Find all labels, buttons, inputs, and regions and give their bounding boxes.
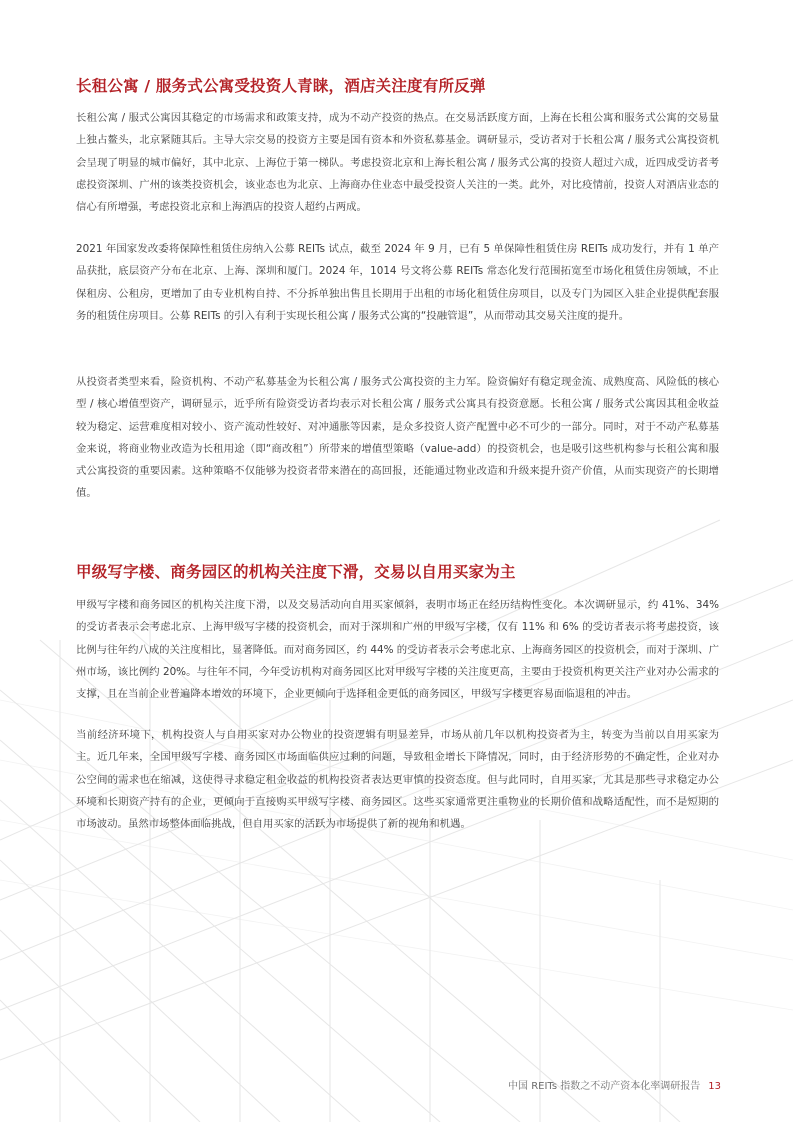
paragraph-rental-market-overview: 长租公寓 / 服式公寓因其稳定的市场需求和政策支持，成为不动产投资的热点。在交易活跃度方面，上海在长租公寓和服务式公寓的交易量上独占鳌头，北京紧随其后。主导大宗交易的投资方主要是国有资本和外资私募基金。调研显示，受访者对于长租公寓 / 服务式公寓投资机会呈现了明显的城市偏好，其中北京、上海位于第一梯队。考虑投资北京和上海长租公寓 / 服务式公寓的投资人超过六成，近四成受访者考虑投资深圳、广州的该类投资机会，该业态也为北京、上海商办住业态中最受投资人关注的一类。此外，对比疫情前，投资人对酒店业态的信心有所增强，考虑投资北京和上海酒店的投资人超约占两成。 — [76, 112, 719, 214]
section-heading-rental-apartments: 长租公寓 / 服务式公寓受投资人青睐，酒店关注度有所反弹 — [76, 77, 486, 95]
paragraph-reits-policy: 2021 年国家发改委将保障性租赁住房纳入公募 REITs 试点，截至 2024 年 9 月，已有 5 单保障性租赁住房 REITs 成功发行，并有 1 单产品获批，底层资产分布在北京、上海、深圳和厦门。2024 年，1014 号文将公募 REITs 常态化发行范围拓宽至市场化租赁住房领域，不止保租房、公租房，更增加了由专业机构自持、不分拆单独出售且长期用于出租的市场化租赁住房项目，以及专门为园区入驻企业提供配套服务的租赁住房项目。公募 REITs 的引入有利于实现长租公寓 / 服务式公寓的“投融管退”，从而带动其交易关注度的提升。 — [76, 243, 719, 322]
paragraph-investor-types: 从投资者类型来看，险资机构、不动产私募基金为长租公寓 / 服务式公寓投资的主力军。险资偏好有稳定现金流、成熟度高、风险低的核心型 / 核心增值型资产，调研显示，近乎所有险资受访者均表示对长租公寓 / 服务式公寓具有投资意愿。长租公寓 / 服务式公寓因其租金收益较为稳定、运营难度相对较小、资产流动性较好、对冲通胀等因素，是众多投资人资产配置中必不可少的一部分。同时，对于不动产私募基金来说，将商业物业改造为长租用途（即“商改租”）所带来的增值型策略（value-add）的投资机会，也是吸引这些机构参与长租公寓和服式公寓投资的重要因素。这种策略不仅能够为投资者带来潜在的高回报，还能通过物业改造和升级来提升资产价值，从而实现资产的长期增值。 — [76, 376, 719, 500]
page-footer — [508, 1077, 721, 1092]
report-title: 中国 REITs 指数之不动产资本化率调研报告 — [508, 1081, 701, 1092]
paragraph-office-survey: 甲级写字楼和商务园区的机构关注度下滑，以及交易活动向自用买家倾斜，表明市场正在经历结构性变化。本次调研显示，约 41%、34% 的受访者表示会考虑北京、上海甲级写字楼的投资机会，而对于深圳和广州的甲级写字楼，仅有 11% 和 6% 的受访者表示将考虑投资，该比例与往年约八成的关注度相比，显著降低。而对商务园区，约 44% 的受访者表示会考虑北京、上海商务园区的投资机会，而对于深圳、广州市场，该比例约 20%。与往年不同，今年受访机构对商务园区比对甲级写字楼的关注度更高，主要由于投资机构更关注产业对办公需求的支撑，且在当前企业普遍降本增效的环境下，企业更倾向于选择租金更低的商务园区，甲级写字楼更容易面临退租的冲击。 — [76, 599, 719, 701]
page-number: 13 — [708, 1081, 721, 1092]
paragraph-owner-occupier-buyers: 当前经济环境下，机构投资人与自用买家对办公物业的投资逻辑有明显差异，市场从前几年以机构投资者为主，转变为当前以自用买家为主。近几年来，全国甲级写字楼、商务园区市场面临供应过剩的问题，导致租金增长下降情况，同时，由于经济形势的不确定性，企业对办公空间的需求也在缩减，这使得寻求稳定租金收益的机构投资者表达更审慎的投资态度。但与此同时，自用买家，尤其是那些寻求稳定办公环境和长期资产持有的企业，更倾向于直接购买甲级写字楼、商务园区。这些买家通常更注重物业的长期价值和战略适配性，而不是短期的市场波动。虽然市场整体面临挑战，但自用买家的活跃为市场提供了新的视角和机遇。 — [76, 729, 719, 831]
section-heading-office-parks: 甲级写字楼、商务园区的机构关注度下滑，交易以自用买家为主 — [76, 563, 516, 581]
